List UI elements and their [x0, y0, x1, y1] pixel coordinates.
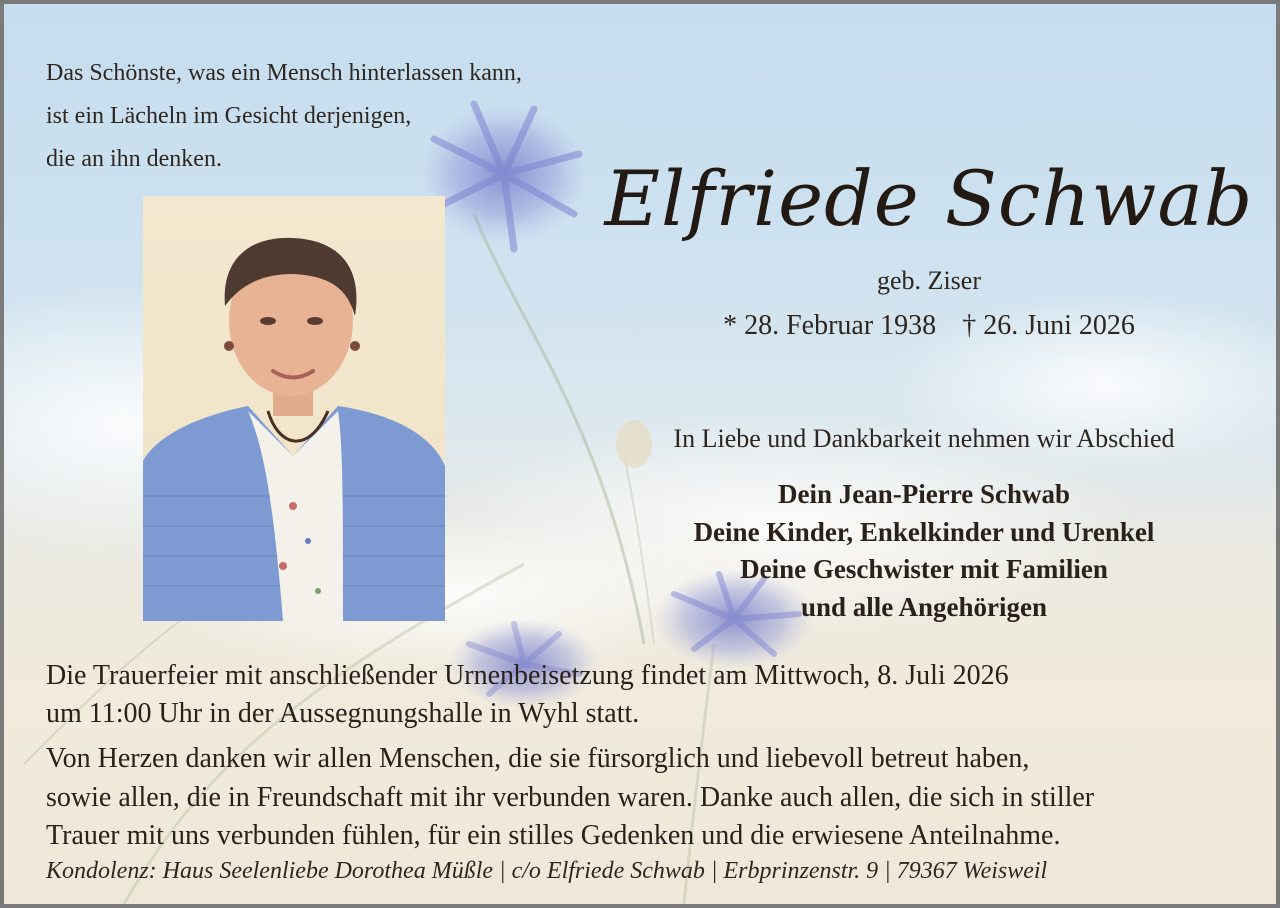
quote-line: ist ein Lächeln im Gesicht derjenigen, [46, 103, 412, 129]
service-line: Die Trauerfeier mit anschließender Urnenbeisetzung findet am Mittwoch, 8. Juli 2026 [46, 660, 1009, 691]
condolence-address: Kondolenz: Haus Seelenliebe Dorothea Müßle | c/o Elfriede Schwab | Erbprinzenstr. 9 | 79367 Weisweil [46, 858, 1048, 884]
thanks-line: Trauer mit uns verbunden fühlen, für ein stilles Gedenken und die erwiesene Anteilnahme. [46, 820, 1061, 851]
birth-date: * 28. Februar 1938 [723, 310, 937, 341]
quote-line: die an ihn denken. [46, 146, 222, 172]
portrait-illustration [143, 196, 445, 621]
farewell-line: In Liebe und Dankbarkeit nehmen wir Abschied [673, 424, 1175, 453]
life-dates [644, 310, 1214, 342]
thanks-line: sowie allen, die in Freundschaft mit ihr verbunden waren. Danke auch allen, die sich in stiller [46, 781, 1095, 813]
service-announcement [46, 657, 1246, 733]
service-line: um 11:00 Uhr in der Aussegnungshalle in Wyhl statt. [46, 698, 640, 729]
mourner-line: Deine Kinder, Enkelkinder und Urenkel [693, 516, 1155, 547]
thanks-paragraph [46, 740, 1246, 856]
death-date: † 26. Juni 2026 [962, 310, 1135, 341]
mourner-line: und alle Angehörigen [800, 591, 1048, 622]
portrait-photo [143, 196, 445, 621]
memorial-quote [46, 52, 522, 181]
maiden-name: geb. Ziser [877, 266, 981, 295]
deceased-name: Elfriede Schwab [604, 154, 1254, 243]
mourner-line: Dein Jean-Pierre Schwab [778, 479, 1070, 509]
mourner-line: Deine Geschwister mit Familien [740, 554, 1108, 584]
thanks-line: Von Herzen danken wir allen Menschen, die sie fürsorglich und liebevoll betreut haben, [46, 743, 1030, 774]
mourners-list [594, 476, 1254, 626]
quote-line: Das Schönste, was ein Mensch hinterlassen kann, [46, 60, 522, 86]
